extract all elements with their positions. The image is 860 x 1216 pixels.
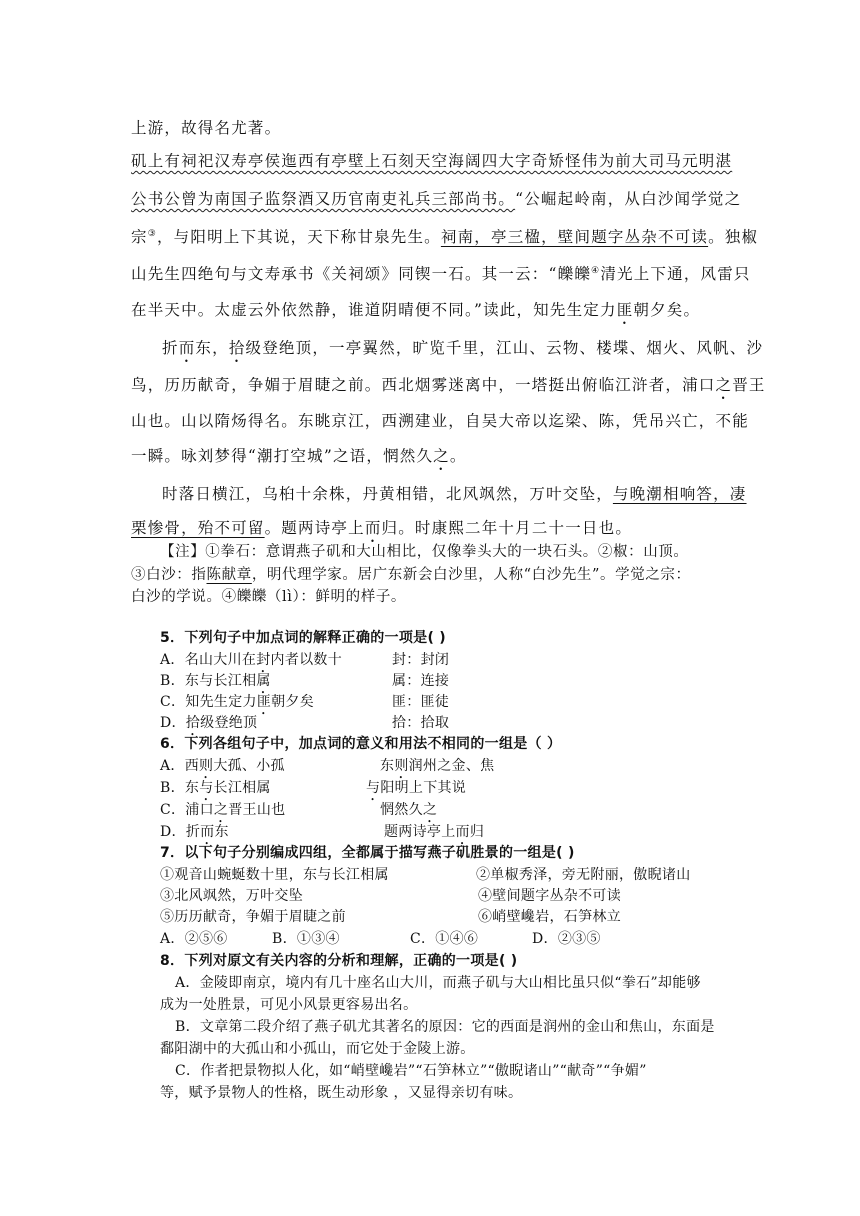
passage-text: 。题两诗亭上 bbox=[264, 519, 365, 537]
dotted-word: 与 bbox=[199, 780, 214, 796]
passage-text: 在半天中。太虚云外依然静，谁道阴晴便不同。”读此，知先生定力 bbox=[131, 301, 617, 319]
dotted-word: 拾 bbox=[185, 715, 201, 731]
note-text: 白沙的学说。④皪皪（lì）：鲜明的样子。 bbox=[131, 589, 407, 605]
passage-text: 级登绝顶，一亭翼然，旷览千里，江山、云物、楼堞、烟火、风帆、沙 bbox=[245, 339, 764, 357]
passage-text: 归。时康熙二年十月二十一日也。 bbox=[381, 519, 633, 537]
question-6-option-c[interactable]: C．浦口之晋王山也 惘然久之 bbox=[160, 802, 438, 818]
passage-line bbox=[131, 264, 751, 284]
passage-line bbox=[131, 118, 281, 138]
footnote-marker: ④ bbox=[591, 265, 601, 276]
passage-text: 折 bbox=[162, 339, 179, 357]
option-gloss: 封：封闭 bbox=[392, 652, 450, 668]
statement-item: ⑥峭壁巉岩，石笋林立 bbox=[478, 909, 621, 925]
question-7-heading: 7．以下句子分别编成四组，全都属于描写燕子矶胜景的一组是( ) bbox=[160, 845, 575, 861]
question-5-option-b[interactable]: B．东与长江相属 属：连接 bbox=[160, 673, 450, 689]
dotted-word: 拾 bbox=[228, 339, 246, 357]
passage-text: 宗 bbox=[131, 228, 148, 246]
passage-line bbox=[162, 338, 763, 366]
question-5-option-c[interactable]: C．知先生定力匪朝夕矣 匪：匪徒 bbox=[160, 694, 450, 710]
option-gloss: 匪：匪徒 bbox=[392, 694, 450, 710]
question-8-option-c[interactable]: C．作者把景物拟人化，如“峭壁巉岩”“石笋林立”“傲睨诸山”“献奇”“争媚” bbox=[175, 1063, 647, 1079]
dotted-word: 属 bbox=[256, 673, 271, 689]
question-7-choices bbox=[160, 929, 601, 949]
note-line bbox=[131, 565, 691, 585]
statement-item: ②单椒秀泽，旁无附丽，傲睨诸山 bbox=[476, 867, 691, 883]
question-7-item-row bbox=[160, 886, 621, 906]
dotted-word: 之 bbox=[715, 376, 733, 394]
question-6-option-a[interactable]: A．西则大孤、小孤 东则润州之金、焦 bbox=[160, 758, 495, 774]
dotted-word: 匪 bbox=[616, 301, 634, 319]
passage-line bbox=[131, 446, 467, 474]
passage-text: 。独椒 bbox=[708, 228, 759, 246]
passage-text: 一瞬。咏刘梦得“潮打空城”之语，惘然久 bbox=[131, 447, 434, 465]
note-line bbox=[131, 587, 406, 607]
question-8-option-c-cont: 等，赋予景物人的性格，既生动形象 ，又显得亲切有味。 bbox=[160, 1085, 523, 1101]
passage-text: 上游，故得名尤著。 bbox=[131, 119, 282, 137]
question-8-heading: 8．下列对原文有关内容的分析和理解，正确的一项是( ) bbox=[160, 953, 518, 969]
choice-a[interactable]: A．②⑤⑥ bbox=[160, 931, 228, 947]
dotted-word: 而 bbox=[178, 339, 196, 357]
note-text: 【注】①拳石：意谓燕子矶和大山相比，仅像拳头大的一块石头。②椒：山顶。 bbox=[160, 544, 689, 560]
question-6-option-b[interactable]: B．东与长江相属 与阳明上下其说 bbox=[160, 780, 467, 796]
question-6-option-d[interactable]: D．折而东 题两诗亭上而归 bbox=[160, 824, 485, 840]
choice-c[interactable]: C．①④⑥ bbox=[410, 931, 479, 947]
passage-line bbox=[162, 484, 747, 504]
passage-text: 朝夕矣。 bbox=[633, 301, 701, 319]
underlined-name: 陈献章 bbox=[206, 567, 252, 583]
passage-text: “公崛起岭南，从白沙闻学觉之 bbox=[515, 190, 742, 208]
passage-text: 晋王 bbox=[732, 376, 766, 394]
choice-d[interactable]: D．②③⑤ bbox=[532, 931, 601, 947]
dotted-word: 而 bbox=[200, 824, 215, 840]
passage-line bbox=[131, 151, 732, 171]
statement-item: ⑤历历献奇，争媚于眉睫之前 bbox=[160, 909, 346, 925]
passage-text: ，与阳明上下其说，天下称甘泉先生。 bbox=[156, 228, 441, 246]
dotted-word: 则 bbox=[394, 758, 409, 774]
passage-text: 。 bbox=[449, 447, 467, 465]
dotted-word: 之 bbox=[422, 802, 438, 818]
dotted-word: 而 bbox=[364, 519, 382, 537]
question-5-heading: 5．下列句子中加点词的解释正确的一项是( ) bbox=[160, 630, 447, 646]
passage-text: 鸟，历历献奇，争媚于眉睫之前。西北烟雾迷离中，一塔挺出俯临江浒者，浦口 bbox=[131, 376, 716, 394]
passage-text: 清光上下通，风雷只 bbox=[600, 265, 751, 283]
wavy-underlined-sentence: 公书公曾为南国子监祭酒又历官南吏礼兵三部尚书。 bbox=[131, 190, 516, 208]
underlined-sentence: 栗惨骨，殆不可留 bbox=[131, 519, 265, 537]
passage-text: 东， bbox=[195, 339, 229, 357]
question-8-option-a-cont: 成为一处胜景，可见小风景更容易出名。 bbox=[160, 997, 418, 1013]
passage-line bbox=[131, 227, 758, 247]
dotted-word: 之 bbox=[433, 447, 450, 465]
question-7-item-row bbox=[160, 907, 621, 927]
footnote-marker: ③ bbox=[147, 228, 157, 239]
question-5-option-a[interactable]: A．名山大川在封内者以数十 封：封闭 bbox=[160, 652, 450, 668]
statement-item: ①观音山蜿蜒数十里，东与长江相属 bbox=[160, 867, 389, 883]
passage-text: 时落日横江，乌桕十余株，丹黄相错，北风飒然，万叶交坠， bbox=[162, 485, 613, 503]
question-8-option-b-cont: 鄱阳湖中的大孤山和小孤山，而它处于金陵上游。 bbox=[160, 1041, 475, 1057]
note-text: ③白沙：指 bbox=[131, 567, 207, 583]
statement-item: ④壁间题字丛杂不可读 bbox=[478, 888, 621, 904]
passage-text: 山也。山以隋炀得名。东眺京江，西溯建业，自吴大帝以迄梁、陈，凭吊兴亡，不能 bbox=[131, 412, 749, 430]
question-6-heading: 6．下列各组句子中，加点词的意义和用法不相同的一组是（ ） bbox=[160, 736, 562, 752]
dotted-word: 与 bbox=[366, 780, 381, 796]
passage-text: 山先生四绝句与文寿承书《关祠颂》同锲一石。其一云：“皪皪 bbox=[131, 265, 592, 283]
passage-line bbox=[131, 189, 741, 209]
dotted-word: 而 bbox=[455, 824, 470, 840]
note-line bbox=[160, 542, 689, 562]
question-8-option-a[interactable]: A．金陵即南京，境内有几十座名山大川，而燕子矶与大山相比虽只似“拳石”却能够 bbox=[175, 975, 701, 991]
passage-line bbox=[131, 300, 700, 328]
underlined-sentence: 与晚潮相响答，凄 bbox=[612, 485, 747, 503]
wavy-underlined-sentence: 矶上有祠祀汉寿亭侯迤西有亭壁上石刻天空海阔四大字奇矫怪伟为前大司马元明湛 bbox=[131, 152, 733, 170]
question-7-item-row bbox=[160, 865, 691, 885]
underlined-sentence: 祠南，亭三楹，壁间题字丛杂不可读 bbox=[440, 228, 709, 246]
choice-b[interactable]: B．①③④ bbox=[272, 931, 340, 947]
option-gloss: 属：连接 bbox=[392, 673, 450, 689]
option-gloss: 拾：拾取 bbox=[392, 715, 450, 731]
question-5-option-d[interactable]: D．拾级登绝顶 拾：拾取 bbox=[160, 715, 450, 731]
statement-item: ③北风飒然，万叶交坠 bbox=[160, 888, 303, 904]
dotted-word: 则 bbox=[199, 758, 214, 774]
passage-line bbox=[131, 411, 749, 431]
dotted-word: 封 bbox=[256, 652, 271, 668]
dotted-word: 之 bbox=[213, 802, 229, 818]
note-text: ，明代理学家。居广东新会白沙里，人称“白沙先生”。学觉之宗： bbox=[251, 567, 691, 583]
question-8-option-b[interactable]: B．文章第二段介绍了燕子矶尤其著名的原因：它的西面是润州的金山和焦山，东面是 bbox=[175, 1019, 715, 1035]
passage-line bbox=[131, 375, 766, 403]
dotted-word: 匪 bbox=[256, 694, 272, 710]
